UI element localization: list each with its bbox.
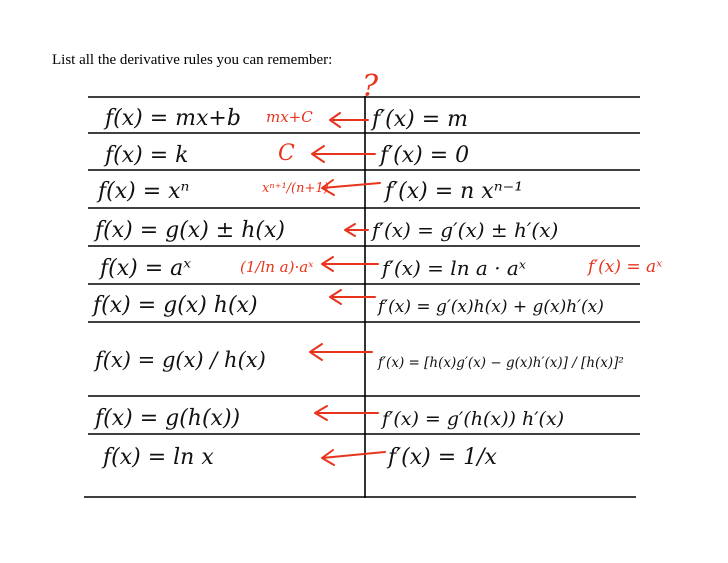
row-1-note: mx+C [266, 108, 313, 126]
arrow-7 [310, 344, 372, 360]
row-7-right: f′(x) = [h(x)g′(x) − g(x)h′(x)] / [h(x)]² [378, 355, 624, 371]
row-1-right: f′(x) = m [372, 107, 468, 132]
question-mark: ? [362, 69, 379, 104]
row-8-left: f(x) = g(h(x)) [95, 406, 241, 431]
row-4-left: f(x) = g(x) ± h(x) [95, 218, 285, 243]
row-5-note: (1/ln a)·aˣ [240, 258, 314, 276]
row-6-right: f′(x) = g′(x)h(x) + g(x)h′(x) [378, 297, 604, 317]
row-9-left: f(x) = ln x [103, 445, 214, 470]
arrow-5 [322, 257, 378, 271]
arrow-3 [322, 180, 380, 195]
row-8-right: f′(x) = g′(h(x)) h′(x) [382, 408, 565, 430]
row-7-left: f(x) = g(x) / h(x) [95, 348, 266, 372]
row-3-left: f(x) = xⁿ [98, 179, 190, 204]
arrow-1 [330, 113, 368, 127]
row-4-right: f′(x) = g′(x) ± h′(x) [372, 218, 559, 242]
row-2-right: f′(x) = 0 [380, 143, 470, 168]
row-2-note: C [278, 141, 295, 166]
arrow-6 [330, 290, 375, 304]
row-1-left: f(x) = mx+b [105, 106, 241, 131]
row-5-right: f′(x) = ln a · aˣ [382, 256, 526, 280]
row-3-note: xⁿ⁺¹/(n+1) [262, 181, 329, 196]
row-2-left: f(x) = k [105, 143, 189, 168]
arrow-9 [322, 450, 385, 465]
row-3-right: f′(x) = n xⁿ⁻¹ [385, 179, 524, 204]
row-6-left: f(x) = g(x) h(x) [93, 293, 258, 318]
arrow-8 [315, 406, 378, 420]
row-5-extra: f′(x) = aˣ [588, 257, 663, 277]
prompt-text: List all the derivative rules you can remember: [52, 52, 333, 68]
row-5-left: f(x) = aˣ [100, 256, 192, 281]
row-9-right: f′(x) = 1/x [388, 445, 497, 470]
